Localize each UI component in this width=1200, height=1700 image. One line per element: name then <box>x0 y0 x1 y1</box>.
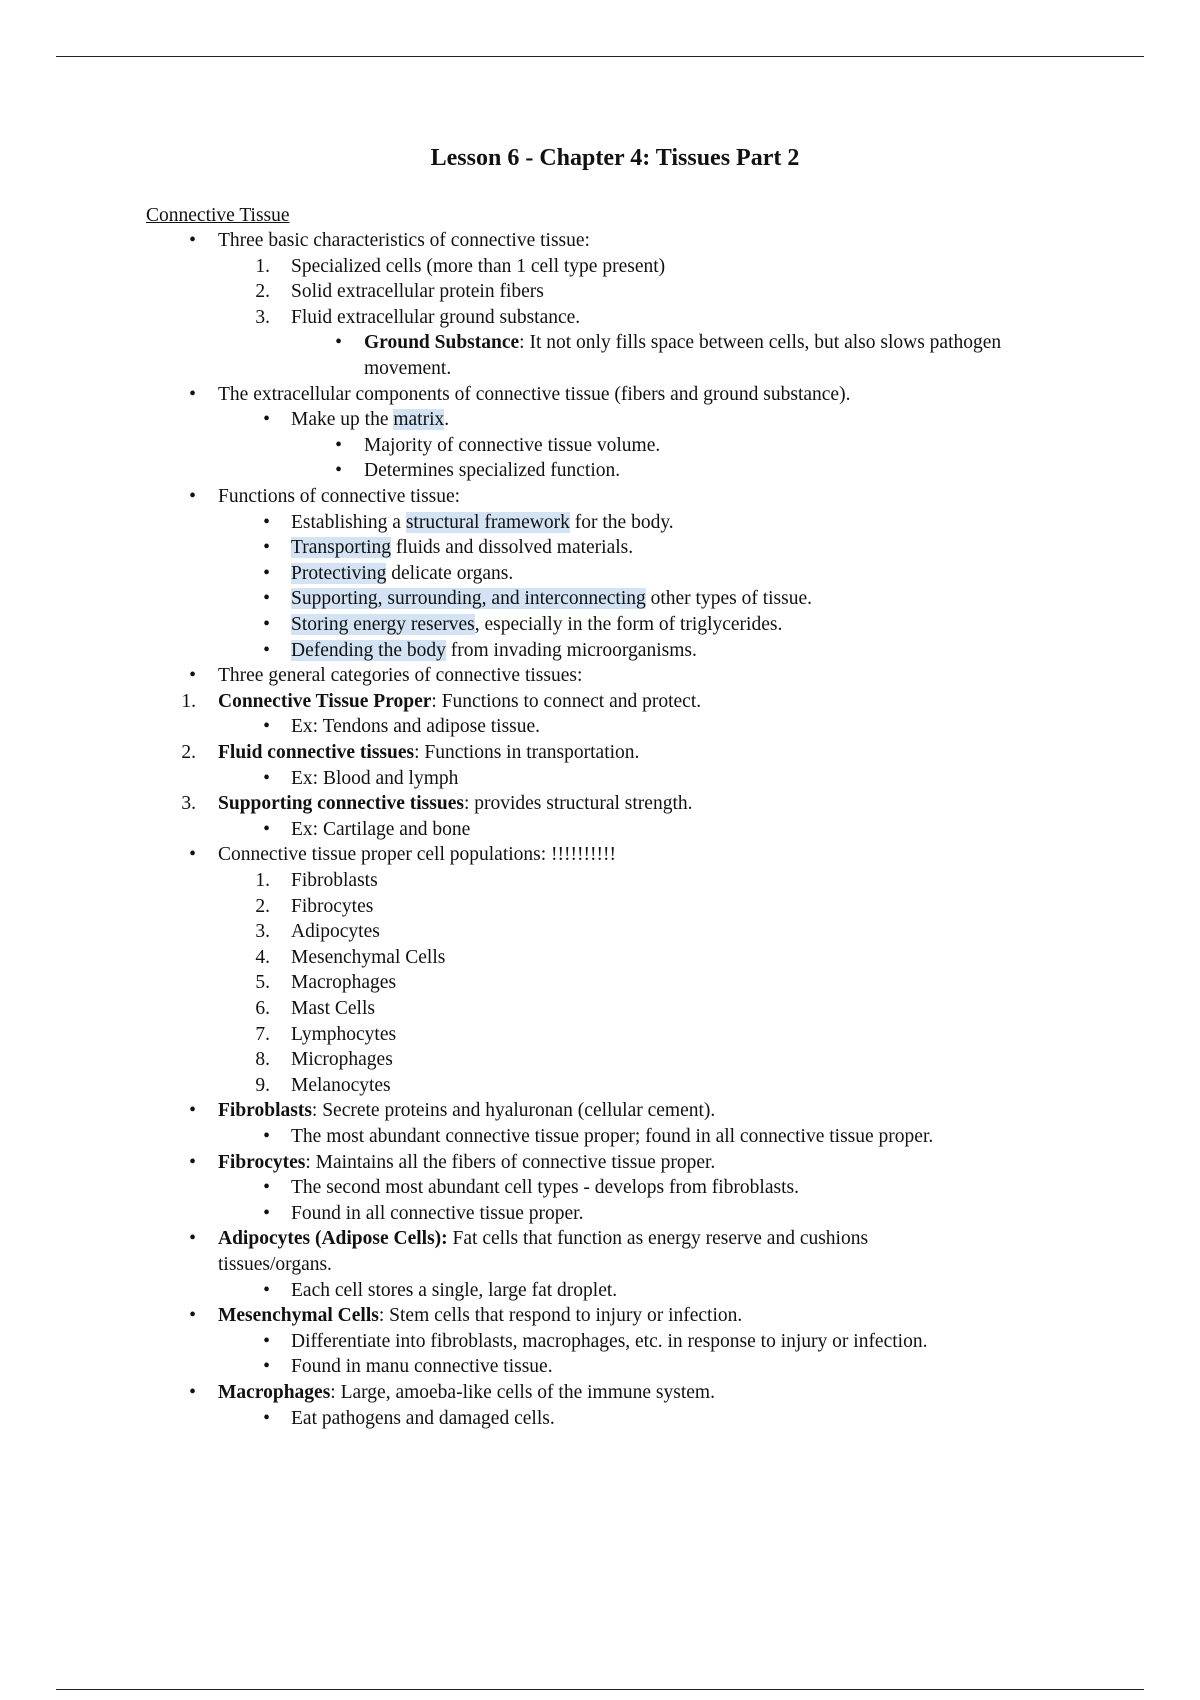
list-item <box>218 1151 715 1175</box>
list-number: 4. <box>255 946 270 968</box>
list-item <box>291 280 544 304</box>
list-item <box>291 1407 555 1431</box>
text-span: Fibrocytes <box>291 895 374 917</box>
bullet-icon: • <box>335 460 342 482</box>
bullet-icon: • <box>189 1382 196 1403</box>
highlighted-text: Protectiving <box>291 562 387 584</box>
term-label: Macrophages <box>218 1382 331 1403</box>
bullet-icon: • <box>263 1407 270 1429</box>
bullet-icon: • <box>189 1100 196 1122</box>
term-label: Adipocytes (Adipose Cells): <box>218 1228 448 1250</box>
term-label: Mesenchymal Cells <box>218 1305 379 1327</box>
list-item <box>218 843 616 867</box>
list-item <box>291 1048 393 1072</box>
list-number: 1. <box>255 870 270 891</box>
list-number: 5. <box>255 972 270 994</box>
list-item <box>291 536 633 560</box>
text-span: : Maintains all the fibers of connective tissue proper. <box>305 1151 716 1173</box>
list-item <box>218 792 693 816</box>
list-item <box>291 971 396 995</box>
list-item <box>364 434 660 458</box>
bullet-icon: • <box>263 562 270 584</box>
text-span: Each cell stores a single, large fat droplet. <box>291 1279 618 1301</box>
text-span: : provides structural strength. <box>463 793 693 815</box>
text-span: : Stem cells that respond to injury or infection. <box>378 1305 743 1327</box>
text-span: Fluid extracellular ground substance. <box>291 306 581 328</box>
term-label: Fluid connective tissues <box>218 742 415 763</box>
text-span: Differentiate into fibroblasts, macrophages, etc. in response to injury or infection. <box>291 1330 928 1352</box>
bullet-icon: • <box>189 383 196 405</box>
bullet-icon: • <box>263 639 270 661</box>
text-span: Establishing a <box>291 511 406 533</box>
bullet-icon: • <box>263 537 270 559</box>
list-item <box>291 767 458 791</box>
list-number: 2. <box>181 742 196 763</box>
list-number: 1. <box>181 690 196 712</box>
list-item <box>218 664 582 688</box>
text-span: The second most abundant cell types - develops from fibroblasts. <box>291 1177 799 1199</box>
bullet-icon: • <box>263 614 270 635</box>
bullet-icon: • <box>263 818 270 840</box>
list-item <box>291 613 782 637</box>
list-item <box>218 1381 715 1405</box>
list-item <box>218 485 460 509</box>
list-number: 3. <box>181 793 196 815</box>
text-span: Mesenchymal Cells <box>291 946 446 968</box>
text-span: other types of tissue. <box>645 588 812 610</box>
term-label: Fibrocytes <box>218 1151 306 1173</box>
text-span: : It not only fills space between cells, but also slows pathogen <box>519 332 1002 354</box>
text-span: Lymphocytes <box>291 1023 397 1045</box>
list-number: 8. <box>255 1049 270 1071</box>
list-item <box>291 1279 617 1303</box>
list-item <box>291 895 373 919</box>
text-span: Eat pathogens and damaged cells. <box>291 1407 555 1429</box>
text-span: Microphages <box>291 1049 393 1071</box>
highlighted-text: Supporting, surrounding, and interconnecting <box>291 588 646 610</box>
highlighted-text: structural framework <box>405 511 570 533</box>
term-label: Connective Tissue Proper <box>218 690 432 712</box>
list-item <box>291 255 665 279</box>
list-item <box>291 1202 583 1226</box>
highlighted-text: Defending the body <box>291 639 446 661</box>
bullet-icon: • <box>189 1305 196 1327</box>
text-span: Determines specialized function. <box>364 460 621 482</box>
text-span: Melanocytes <box>291 1074 391 1096</box>
list-number: 1. <box>255 255 270 277</box>
list-item <box>291 715 540 739</box>
list-item <box>364 331 1001 355</box>
top-rule <box>56 56 1144 57</box>
term-label: Fibroblasts <box>218 1100 312 1122</box>
text-span: Three basic characteristics of connective tissue: <box>218 230 590 251</box>
list-item <box>291 511 674 535</box>
text-span: Three general categories of connective tissues: <box>218 665 583 687</box>
bullet-icon: • <box>263 1202 270 1224</box>
text-span: : Secrete proteins and hyaluronan (cellular cement). <box>311 1100 716 1122</box>
text-span: Connective tissue proper cell populations: !!!!!!!!!! <box>218 844 616 866</box>
list-item <box>291 946 445 970</box>
text-span: Macrophages <box>291 972 397 994</box>
list-item <box>218 229 590 253</box>
text-span: Fat cells that function as energy reserve and cushions <box>447 1228 869 1250</box>
bullet-icon: • <box>263 409 270 431</box>
bullet-icon: • <box>263 1177 270 1199</box>
page-title: Lesson 6 - Chapter 4: Tissues Part 2 <box>430 145 800 171</box>
bullet-icon: • <box>189 1151 196 1173</box>
text-span: Ex: Tendons and adipose tissue. <box>291 716 541 738</box>
text-span: Make up the <box>291 409 394 431</box>
text-span: Solid extracellular protein fibers <box>291 281 544 303</box>
text-span: . <box>444 409 450 431</box>
list-item <box>291 562 513 586</box>
bullet-icon: • <box>189 486 196 507</box>
text-span: , especially in the form of triglycerides. <box>474 614 783 635</box>
term-label: Ground Substance <box>364 332 520 354</box>
highlighted-text: Storing energy reserves <box>291 614 475 635</box>
text-span: tissues/organs. <box>218 1254 332 1275</box>
list-number: 2. <box>255 895 270 917</box>
list-item <box>218 1304 742 1328</box>
list-item <box>291 997 375 1021</box>
text-span: fluids and dissolved materials. <box>391 537 634 559</box>
list-number: 7. <box>255 1023 270 1045</box>
text-span: from invading microorganisms. <box>445 639 697 661</box>
text-span: : Functions to connect and protect. <box>431 690 702 712</box>
list-item <box>218 1253 332 1277</box>
bullet-icon: • <box>263 716 270 738</box>
text-span: : Large, amoeba-like cells of the immune system. <box>330 1382 715 1403</box>
list-item <box>218 741 639 765</box>
bullet-icon: • <box>263 1330 270 1352</box>
list-item <box>218 690 701 714</box>
list-number: 3. <box>255 306 270 328</box>
bullet-icon: • <box>263 1126 270 1147</box>
bullet-icon: • <box>263 1356 270 1378</box>
list-item <box>291 1074 391 1098</box>
bullet-icon: • <box>189 844 196 866</box>
bullet-icon: • <box>263 588 270 610</box>
bullet-icon: • <box>189 1228 196 1250</box>
text-span: Fibroblasts <box>291 870 378 891</box>
list-number: 9. <box>255 1074 270 1096</box>
list-item <box>291 408 449 432</box>
text-span: Ex: Cartilage and bone <box>291 818 471 840</box>
section-heading: Connective Tissue <box>146 205 290 226</box>
text-span: Ex: Blood and lymph <box>291 767 459 789</box>
list-item <box>364 459 620 483</box>
text-span: Mast Cells <box>291 998 375 1019</box>
term-label: Supporting connective tissues <box>218 793 464 815</box>
list-item <box>364 357 451 381</box>
bullet-icon: • <box>263 511 270 533</box>
text-span: Adipocytes <box>291 921 380 943</box>
bullet-icon: • <box>263 767 270 789</box>
list-item <box>291 306 580 330</box>
text-span: Majority of connective tissue volume. <box>364 434 661 456</box>
list-item <box>291 818 470 842</box>
bullet-icon: • <box>189 665 196 687</box>
list-item <box>291 1023 396 1047</box>
list-item <box>218 1227 868 1251</box>
text-span: Found in all connective tissue proper. <box>291 1202 584 1224</box>
list-item <box>218 383 850 407</box>
text-span: delicate organs. <box>386 562 514 584</box>
list-item <box>291 920 380 944</box>
list-item <box>291 1330 927 1354</box>
text-span: Found in manu connective tissue. <box>291 1356 553 1378</box>
bottom-rule <box>56 1689 1144 1690</box>
bullet-icon: • <box>335 332 342 354</box>
list-number: 2. <box>255 281 270 303</box>
list-item <box>291 1355 553 1379</box>
text-span: The most abundant connective tissue proper; found in all connective tissue proper. <box>291 1126 934 1147</box>
text-span: movement. <box>364 358 452 379</box>
text-span: for the body. <box>569 511 674 533</box>
list-number: 3. <box>255 921 270 943</box>
text-span: Functions of connective tissue: <box>218 486 461 507</box>
list-number: 6. <box>255 998 270 1019</box>
list-item <box>291 869 378 893</box>
list-item <box>291 639 697 663</box>
highlighted-text: Transporting <box>291 537 392 559</box>
text-span: Specialized cells (more than 1 cell type present) <box>291 255 666 277</box>
text-span: : Functions in transportation. <box>414 742 640 763</box>
list-item <box>291 1125 933 1149</box>
list-item <box>291 1176 799 1200</box>
bullet-icon: • <box>189 230 196 251</box>
text-span: The extracellular components of connective tissue (fibers and ground substance). <box>218 383 851 405</box>
bullet-icon: • <box>263 1279 270 1301</box>
list-item <box>218 1099 715 1123</box>
list-item <box>291 587 812 611</box>
bullet-icon: • <box>335 434 342 456</box>
highlighted-text: matrix <box>393 409 445 431</box>
